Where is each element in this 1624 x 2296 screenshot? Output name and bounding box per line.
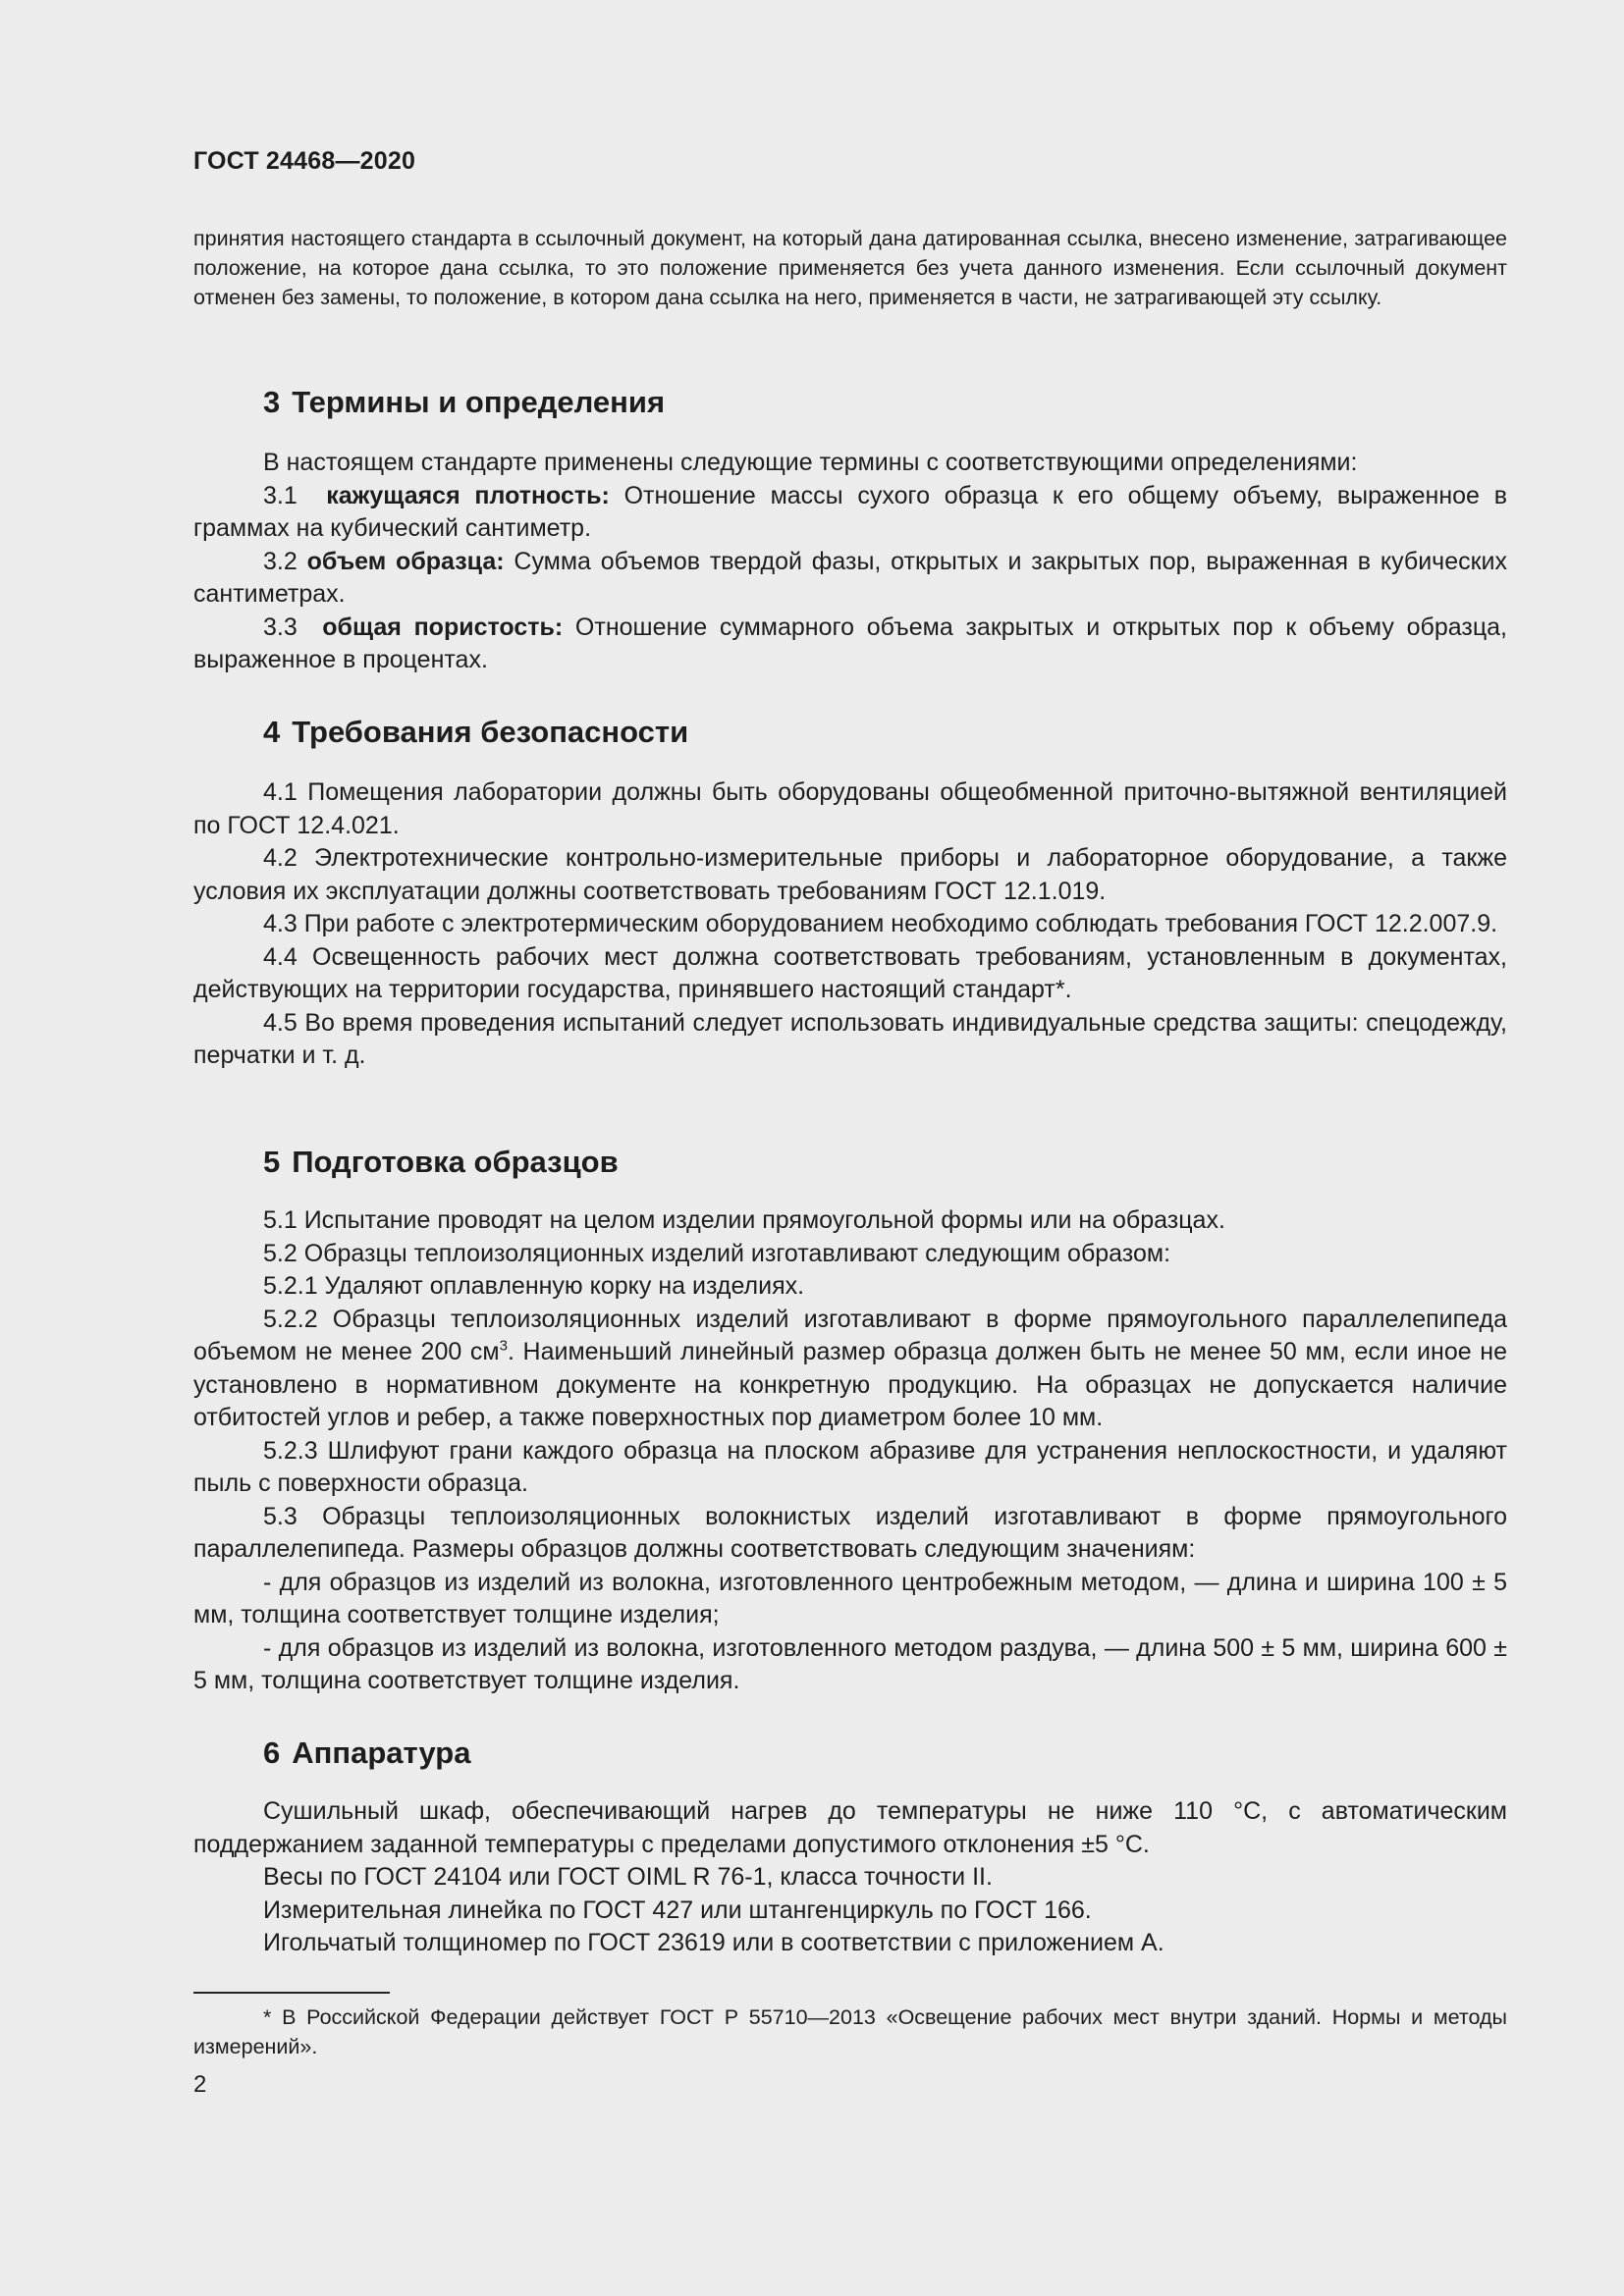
- section-3-title: [263, 385, 665, 420]
- section-6-number: 6: [263, 1735, 281, 1770]
- section-5-body: [193, 1204, 1507, 1698]
- clause-5-2-1: 5.2.1 Удаляют оплавленную корку на изделиях.: [263, 1272, 805, 1300]
- clause-5-2-2: [193, 1304, 1507, 1435]
- section-4-body: [193, 776, 1507, 1073]
- page-number: 2: [193, 2071, 207, 2098]
- clause-5-2-2-text-b: . Наименьший линейный размер образца должен быть не менее 50 мм, если иное не установлено в нормативном документе на конкретную продукцию. На образцах не допускается наличие отбитостей углов и ребер, а также поверхностных пор диаметром более 10 мм.: [193, 1338, 1507, 1431]
- document-code-header: ГОСТ 24468—2020: [193, 147, 416, 175]
- clause-4-4: 4.4 Освещенность рабочих мест должна соответствовать требованиям, установленным в документах, действующих на территории государства, принявшего настоящий стандарт*.: [193, 942, 1507, 1003]
- section-6-title: [263, 1735, 470, 1771]
- term-3-2: [193, 546, 1507, 612]
- section-4-title-text: Требования безопасности: [292, 715, 689, 749]
- term-number: 3.2: [263, 547, 298, 575]
- section-4-title: [263, 715, 688, 750]
- apparatus-item: Игольчатый толщиномер по ГОСТ 23619 или в соответствии с приложением А.: [263, 1929, 1164, 1956]
- section-5-title-text: Подготовка образцов: [292, 1145, 619, 1179]
- section-3-title-text: Термины и определения: [292, 385, 666, 419]
- clause-5-2-2-text-a: 5.2.2 Образцы теплоизоляционных изделий изготавливают в форме прямоугольного параллелепипеда объемом не менее 200 см: [193, 1305, 1507, 1365]
- term-name: объем образца:: [306, 547, 505, 575]
- clause-4-5: 4.5 Во время проведения испытаний следует использовать индивидуальные средства защиты: спецодежду, перчатки и т. д.: [193, 1008, 1507, 1069]
- clause-4-2: 4.2 Электротехнические контрольно-измерительные приборы и лабораторное оборудование, а также условия их эксплуатации должны соответствовать требованиям ГОСТ 12.1.019.: [193, 844, 1507, 905]
- footnote-divider: [193, 1992, 390, 1994]
- section-5-title: [263, 1145, 619, 1180]
- term-definition: Отношение массы сухого образца к его общему объему, выраженное в граммах на кубический сантиметр.: [193, 481, 1507, 542]
- term-definition: Отношение суммарного объема закрытых и открытых пор к объему образца, выраженное в процентах.: [193, 613, 1507, 673]
- term-number: 3.1: [263, 481, 298, 509]
- section-5-number: 5: [263, 1145, 281, 1179]
- clause-5-1: 5.1 Испытание проводят на целом изделии прямоугольной формы или на образцах.: [263, 1206, 1225, 1234]
- term-number: 3.3: [263, 613, 298, 641]
- superscript-cubed: 3: [499, 1337, 508, 1355]
- clause-4-3: 4.3 При работе с электротермическим оборудованием необходимо соблюдать требования ГОСТ 12.2.007.9.: [263, 910, 1498, 937]
- term-3-1: [193, 480, 1507, 546]
- apparatus-item: Сушильный шкаф, обеспечивающий нагрев до температуры не ниже 110 °С, с автоматическим поддержанием заданной температуры с пределами допустимого отклонения ±5 °С.: [193, 1797, 1507, 1858]
- footnote: * В Российской Федерации действует ГОСТ Р 55710—2013 «Освещение рабочих мест внутри зданий. Нормы и методы измерений».: [193, 2005, 1507, 2058]
- term-3-3: [193, 612, 1507, 677]
- section-3-body: [193, 447, 1507, 677]
- term-name: кажущаяся плотность:: [326, 481, 610, 509]
- apparatus-item: Измерительная линейка по ГОСТ 427 или штангенциркуль по ГОСТ 166.: [263, 1896, 1092, 1924]
- term-name: общая пористость:: [322, 613, 564, 641]
- list-item: - для образцов из изделий из волокна, изготовленного методом раздува, — длина 500 ± 5 мм, ширина 600 ± 5 мм, толщина соответствует толщине изделия.: [193, 1633, 1507, 1694]
- intro-paragraph: принятия настоящего стандарта в ссылочный документ, на который дана датированная ссылка, внесено изменение, затрагивающее положение, на которое дана ссылка, то это положение применяется без учета данного изменения. Если ссылочный документ отменен без замены, то положение, в котором дана ссылка на него, применяется в части, не затрагивающей эту ссылку.: [193, 227, 1507, 309]
- clause-5-3: 5.3 Образцы теплоизоляционных волокнистых изделий изготавливают в форме прямоугольного параллелепипеда. Размеры образцов должны соответствовать следующим значениям:: [193, 1502, 1507, 1563]
- section-6-title-text: Аппаратура: [292, 1735, 471, 1770]
- clause-5-2-3: 5.2.3 Шлифуют грани каждого образца на плоском абразиве для устранения неплоскостности, и удаляют пыль с поверхности образца.: [193, 1436, 1507, 1497]
- apparatus-item: Весы по ГОСТ 24104 или ГОСТ OIML R 76-1, класса точности II.: [263, 1863, 993, 1891]
- section-3-number: 3: [263, 385, 281, 419]
- section-3-lead: В настоящем стандарте применены следующие термины с соответствующими определениями:: [263, 449, 1358, 476]
- section-4-number: 4: [263, 715, 281, 749]
- section-6-body: [193, 1795, 1507, 1960]
- list-item: - для образцов из изделий из волокна, изготовленного центробежным методом, — длина и ширина 100 ± 5 мм, толщина соответствует толщине изделия;: [193, 1568, 1507, 1629]
- clause-5-2: 5.2 Образцы теплоизоляционных изделий изготавливают следующим образом:: [263, 1239, 1171, 1267]
- term-definition: Сумма объемов твердой фазы, открытых и закрытых пор, выраженная в кубических сантиметрах.: [193, 547, 1507, 608]
- clause-4-1: 4.1 Помещения лаборатории должны быть оборудованы общеобменной приточно-вытяжной вентиляцией по ГОСТ 12.4.021.: [193, 778, 1507, 839]
